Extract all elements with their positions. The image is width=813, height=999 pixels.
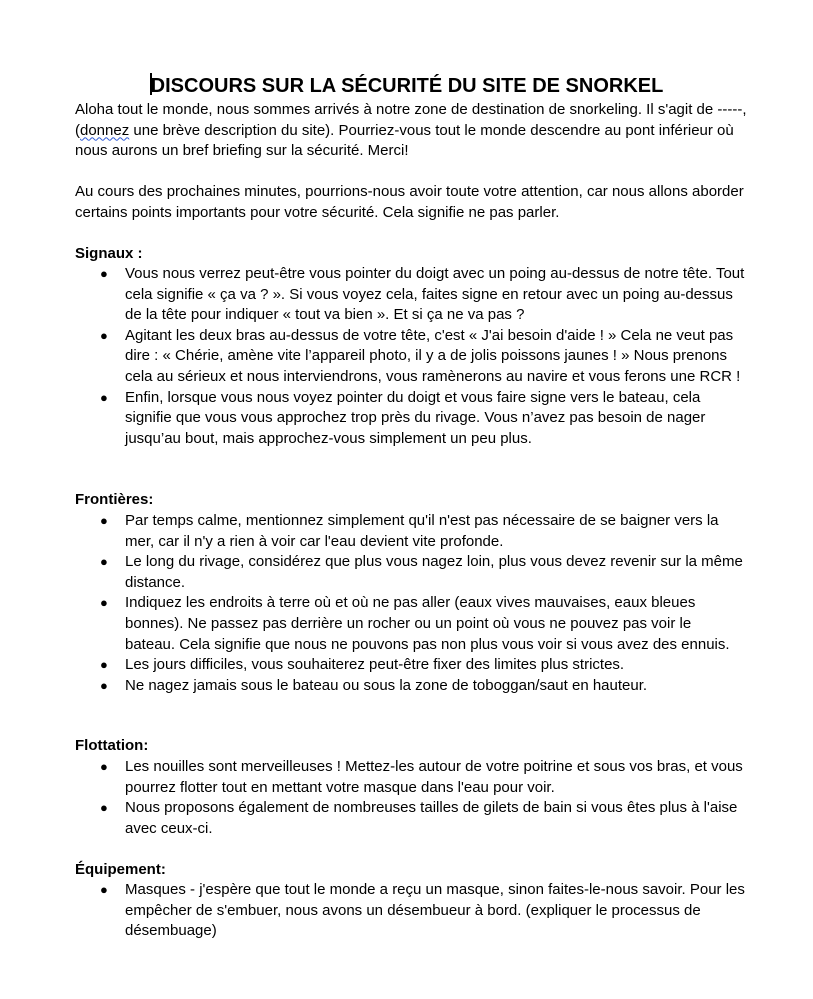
bullet-icon: ● (100, 595, 108, 611)
list-item-text: Le long du rivage, considérez que plus vous nagez loin, plus vous devez revenir sur la même distance. (125, 553, 743, 591)
list-frontieres (75, 511, 745, 696)
intro-text-1: Aloha tout le monde, nous sommes arrivés à notre zone de destination de snorkeling. Il s'agit de -----, ( (75, 101, 747, 139)
list-item-text: Vous nous verrez peut-être vous pointer du doigt avec un poing au-dessus de notre tête. Tout cela signifie « ça va ? ». Si vous voyez cela, faites signe en retour avec un poing au-dessus de la tête pour indiquer « tout va bien ». Et si ça ne va pas ? (125, 265, 745, 324)
list-item (75, 798, 745, 839)
list-item (75, 676, 745, 697)
title-text: ISCOURS SUR LA SÉCURITÉ DU SITE DE SNORKEL (165, 75, 664, 97)
list-item (75, 880, 745, 942)
list-signaux (75, 264, 745, 449)
section-heading-signaux: Signaux : (75, 245, 143, 262)
list-item (75, 511, 745, 552)
section-heading-equipement: Équipement: (75, 861, 166, 878)
bullet-icon: ● (100, 759, 108, 774)
bullet-icon: ● (100, 554, 108, 570)
list-item (75, 388, 745, 450)
title-first-letter: D (150, 75, 166, 97)
section-heading-flottation: Flottation: (75, 737, 149, 754)
bullet-icon: ● (100, 800, 108, 816)
list-item (75, 552, 745, 593)
list-item-text: Ne nagez jamais sous le bateau ou sous la zone de toboggan/saut en hauteur. (125, 676, 648, 694)
list-item (75, 264, 745, 326)
list-item-text: Indiquez les endroits à terre où et où ne pas aller (eaux vives mauvaises, eaux bleues bonnes). Ne passez pas derrière un rocher ou un point où vous ne pouvez pas voir le bateau. Cela signifie que nous ne pouvons pas non plus vous voir si vous avez des ennuis. (125, 594, 730, 653)
bullet-icon: ● (100, 657, 108, 673)
attention-paragraph: Au cours des prochaines minutes, pourrions-nous avoir toute votre attention, car nous allons aborder certains points importants pour votre sécurité. Cela signifie ne pas parler. (75, 183, 744, 221)
list-item (75, 757, 745, 798)
list-item-text: Les nouilles sont merveilleuses ! Mettez-les autour de votre poitrine et sous vos bras, et vous pourrez flotter tout en mettant votre masque dans l'eau pour voir. (125, 758, 743, 796)
bullet-icon: ● (100, 882, 108, 897)
spellcheck-flagged-word[interactable]: donnez (80, 121, 130, 139)
list-item (75, 655, 745, 676)
bullet-icon: ● (100, 389, 108, 405)
list-item (75, 593, 745, 655)
list-item-text: Enfin, lorsque vous nous voyez pointer du doigt et vous faire signe vers le bateau, cela signifie que vous vous approchez trop près du rivage. Vous n’avez pas besoin de nager jusqu’au bout, mais approchez-vous simplement un peu plus. (125, 388, 706, 447)
list-item-text: Nous proposons également de nombreuses tailles de gilets de bain si vous êtes plus à l'aise avec ceux-ci. (125, 799, 738, 837)
intro-paragraph (75, 100, 750, 162)
list-item-text: Masques - j'espère que tout le monde a reçu un masque, sinon faites-le-nous savoir. Pour les empêcher de s'embuer, nous avons un désembueur à bord. (expliquer le processus de désembuage) (125, 881, 745, 940)
list-item-text: Par temps calme, mentionnez simplement qu'il n'est pas nécessaire de se baigner vers la mer, car il n'y a rien à voir car l'eau devient vite profonde. (125, 512, 719, 550)
bullet-icon: ● (100, 513, 108, 528)
list-item (75, 326, 745, 388)
list-item-text: Les jours difficiles, vous souhaiterez peut-être fixer des limites plus strictes. (125, 656, 625, 674)
list-flottation (75, 757, 745, 839)
bullet-icon: ● (100, 266, 108, 281)
list-item-text: Agitant les deux bras au-dessus de votre tête, c'est « J'ai besoin d'aide ! » Cela ne veut pas dire : « Chérie, amène vite l’appareil photo, il y a de jolis poissons jaunes ! » Nous prenons cela au sérieux et nous interviendrons, vous ramènerons au navire et vous ferons une RCR ! (125, 326, 741, 385)
bullet-icon: ● (100, 677, 108, 693)
page-title (0, 73, 813, 98)
intro-text-2: une brève description du site). Pourriez-vous tout le monde descendre au pont inférieur où nous aurons un bref briefing sur la sécurité. Merci! (75, 121, 734, 160)
section-heading-frontieres: Frontières: (75, 491, 154, 508)
bullet-icon: ● (100, 327, 108, 343)
list-equipement (75, 880, 745, 942)
